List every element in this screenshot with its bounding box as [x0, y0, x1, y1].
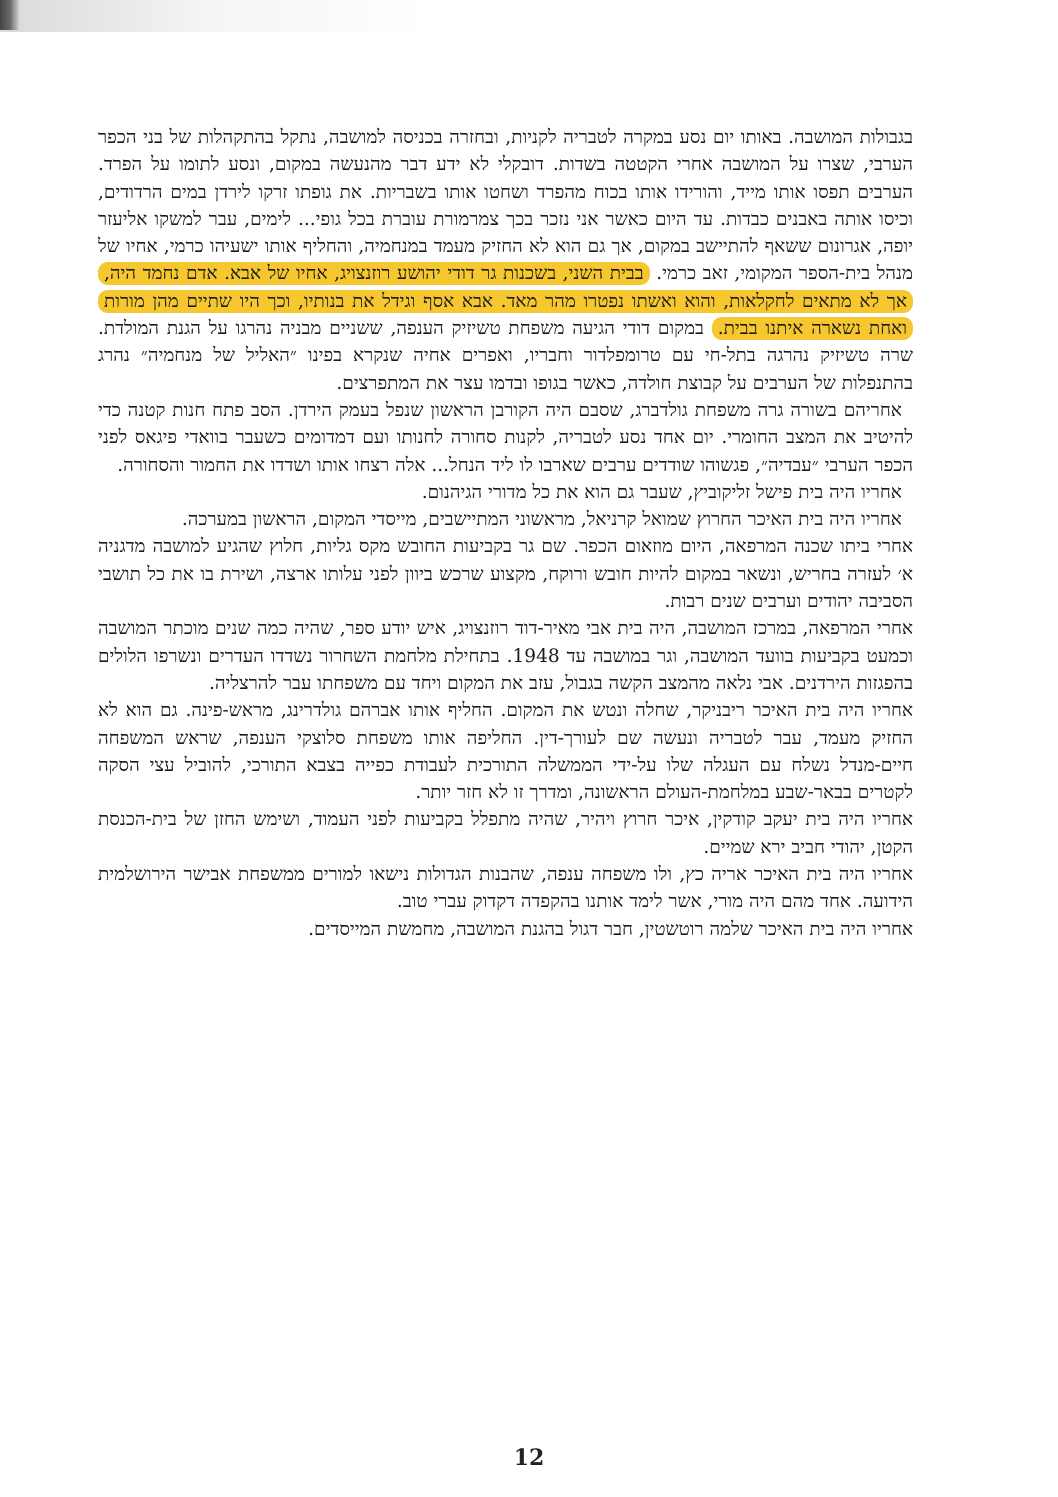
paragraph — [98, 124, 913, 397]
paragraph: אחריו היה בית האיכר ריבניקר, שחלה ונטש את המקום. החליף אותו אברהם גולדרינג, מראש-פינה. גם הוא לא החזיק מעמד, עבר לטבריה ונעשה שם לעורך-דין. החליפה אותו משפחת סלוצקי הענפה, שראש המשפחה חיים-מנדל נשלח עם העגלה שלו על-ידי הממשלה התורכית לעבודת כפייה בצבא התורכי, להוביל עצי הסקה לקטרים בבאר-שבע במלחמת-העולם הראשונה, ומדרך זו לא חזר יותר. — [98, 700, 913, 804]
page-number: 12 — [513, 1445, 545, 1471]
paragraph-text: בגבולות המושבה. באותו יום נסע במקרה לטבריה לקניות, ובחזרה בכניסה למושבה, נתקל בהתקהלות של בני הכפר הערבי, שצרו על המושבה אחרי הקטטה בשדות. דובקלי לא ידע דבר מהנעשה במקום, ונסע לתומו על הפרד. הערבים תפסו אותו מייד, והורידו אותו בכוח מהפרד ושחטו אותו בשבריות. את גופתו זרקו לירדן במים הרדודים, וכיסו אותה באבנים כבדות. עד היום כאשר אני נזכר בכך צמרמורת עוברת בכל גופי... לימים, עבר למשקו אליעזר יופה, אגרונום ששאף להתיישב במקום, אך גם הוא לא החזיק מעמד במנחמיה, והחליף אותו ישעיהו כרמי, אחיו של מנהל בית-הספר המקומי, זאב כרמי. — [98, 127, 913, 285]
paragraph: אחריו היה בית האיכר החרוץ שמואל קרניאל, מראשוני המתיישבים, מייסדי המקום, הראשון במערכה. — [181, 509, 902, 531]
paragraph: אחריו היה בית האיכר שלמה רוטשטין, חבר דגול בהגנת המושבה, מחמשת המייסדים. — [308, 918, 913, 940]
highlighted-passage: בבית השני, בשכנות גר דודי יהושע רוזנצויג, אחיו של אבא. אדם נחמד היה, אך לא מתאים לחקלאות, והוא ואשתו נפטרו מהר מאד. אבא אסף וגידל את בנותיו, וכך היו שתיים מהן מורות ואחת נשארה איתנו בבית. — [98, 262, 913, 340]
document-body — [98, 124, 913, 943]
paragraph: אחריהם בשורה גרה משפחת גולדברג, שסבם היה הקורבן הראשון שנפל בעמק הירדן. הסב פתח חנות קטנה כדי להיטיב את המצב החומרי. יום אחד נסע לטבריה, לקנות סחורה לחנותו ועם דמדומים כשעבר בוואדי פיגאס לפני הכפר הערבי ״עבדיה״, פגשוהו שודדים ערבים שארבו לו ליד הנחל... אלה רצחו אותו ושדדו את החמור והסחורה. — [98, 399, 913, 476]
paragraph: אחרי ביתו שכנה המרפאה, היום מוזאום הכפר. שם גר בקביעות החובש מקס גליות, חלוץ שהגיע למושבה מדגניה א׳ לעזרה בחריש, ונשאר במקום להיות חובש ורוקח, מקצוע שרכש ביוון לפני עלותו ארצה, ושירת בו את כל תושבי הסביבה יהודים וערבים שנים רבות. — [98, 536, 913, 613]
scan-edge-shadow — [0, 0, 1058, 32]
paragraph: אחרי המרפאה, במרכז המושבה, היה בית אבי מאיר-דוד רוזנצויג, איש יודע ספר, שהיה כמה שנים מוכתר המושבה וכמעט בקביעות בוועד המושבה, וגר במושבה עד 1948. בתחילת מלחמת השחרור נשדדו העדרים ונשרפו הלולים בהפגזות הירדנים. אבי נלאה מהמצב הקשה בגבול, עזב את המקום ויחד עם משפחתו עבר להרצליה. — [98, 618, 913, 694]
paragraph-text-continued: במקום דודי הגיעה משפחת טשיזיק הענפה, ששניים מבניה נהרגו על הגנת המולדת. שרה טשיזיק נהרגה בתל-חי עם טרומפלדור וחבריו, ואפרים אחיה שנקרא בפינו ״האליל של מנחמיה״ נהרג בהתנפלות של הערבים על קבוצת חולדה, כאשר בגופו ובדמו עצר את המתפרצים. — [98, 318, 913, 394]
paragraph: אחריו היה בית יעקב קודקין, איכר חרוץ ויהיר, שהיה מתפלל בקביעות לפני העמוד, ושימש החזן של בית-הכנסת הקטן, יהודי חביב ירא שמיים. — [98, 809, 913, 858]
paragraph: אחריו היה בית פישל זליקוביץ, שעבר גם הוא את כל מדורי הגיהנום. — [421, 481, 902, 503]
paragraph: אחריו היה בית האיכר אריה כץ, ולו משפחה ענפה, שהבנות הגדולות נישאו למורים ממשפחת אבישר הירושלמית הידועה. אחד מהם היה מורי, אשר לימד אותנו בהקפדה דקדוק עברי טוב. — [98, 864, 913, 913]
scan-corner-mark — [0, 0, 20, 30]
